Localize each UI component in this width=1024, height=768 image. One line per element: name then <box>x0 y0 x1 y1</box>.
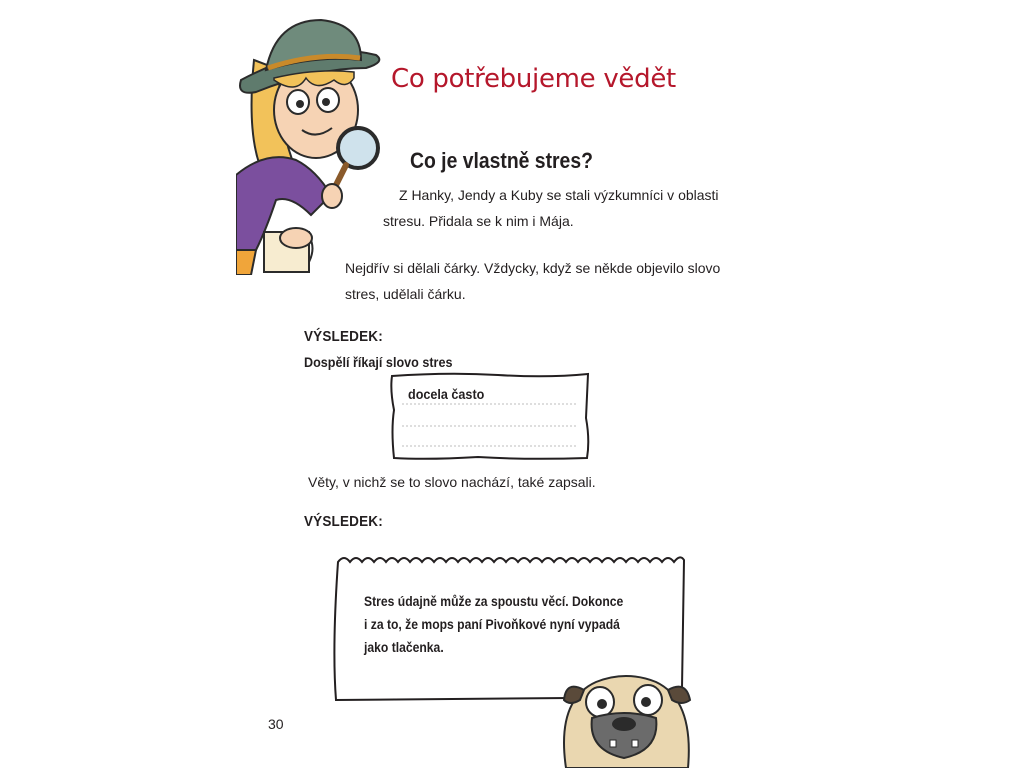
paragraph-sentences: Věty, v nichž se to slovo nachází, také zapsali. <box>308 474 596 490</box>
paragraph-researchers: Z Hanky, Jendy a Kuby se stali výzkumníci v oblasti stresu. Přidala se k nim i Mája. <box>383 187 719 229</box>
result-label: VÝSLEDEK: <box>304 328 383 345</box>
girl-detective-illustration <box>236 0 396 275</box>
chapter-title: Co potřebujeme vědět <box>391 64 676 94</box>
quote-block <box>364 590 634 659</box>
note-handwritten-answer: docela často <box>408 386 485 402</box>
page-number: 30 <box>268 716 284 732</box>
note-box-frame <box>388 370 593 462</box>
section-title: Co je vlastně stres? <box>410 148 593 173</box>
quote-line-3: jako tlačenka. <box>364 640 444 655</box>
quote-line-1: Stres údajně může za spoustu věcí. Dokonce <box>364 594 624 609</box>
pug-illustration <box>556 660 696 768</box>
paragraph-tally-marks: Nejdřív si dělali čárky. Vždycky, když se někde objevilo slovo stres, udělali čárku. <box>345 260 721 302</box>
result-label-second: VÝSLEDEK: <box>304 513 383 530</box>
adults-say-text: Dospělí říkají slovo stres <box>304 354 453 370</box>
quote-line-2: i za to, že mops paní Pivoňkové nyní vypadá <box>364 617 620 632</box>
